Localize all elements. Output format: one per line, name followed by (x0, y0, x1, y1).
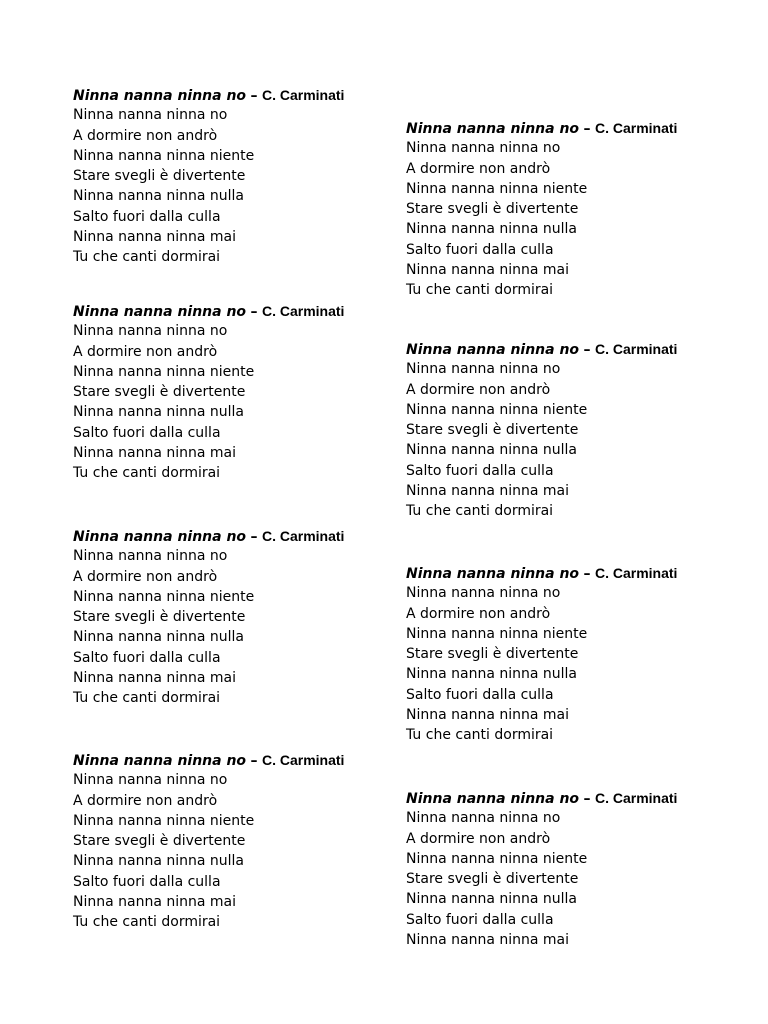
poem-block (73, 526, 393, 709)
poem-heading (73, 526, 393, 546)
poem-line: Salto fuori dalla culla (406, 241, 554, 258)
poem-block (73, 85, 393, 268)
poem-line: Ninna nanna ninna nulla (73, 188, 245, 205)
poem-title: Ninna nanna ninna no (406, 121, 580, 137)
poem-line: Ninna nanna ninna no (406, 810, 561, 827)
poem-block (406, 563, 726, 746)
poem-dash: – (583, 566, 591, 582)
poem-line: Ninna nanna ninna niente (73, 363, 255, 380)
poem-line: Ninna nanna ninna no (406, 140, 561, 157)
poem-line: Tu che canti dormirai (406, 282, 554, 299)
poem-line: Stare svegli è divertente (73, 609, 246, 626)
poem-line: A dormire non andrò (73, 127, 218, 144)
poem-line: Ninna nanna ninna niente (73, 588, 255, 605)
poem-line: Ninna nanna ninna niente (406, 625, 588, 642)
poem-line: Tu che canti dormirai (406, 727, 554, 744)
poem-line: Stare svegli è divertente (406, 646, 579, 663)
poem-line: Ninna nanna ninna mai (406, 707, 570, 724)
poem-line: Stare svegli è divertente (73, 384, 246, 401)
poem-heading (73, 85, 393, 105)
poem-line: Ninna nanna ninna no (406, 585, 561, 602)
poem-line: Ninna nanna ninna mai (73, 894, 237, 911)
poem-line: A dormire non andrò (73, 568, 218, 585)
poem-line: Ninna nanna ninna mai (406, 483, 570, 500)
poem-line: Ninna nanna ninna mai (406, 262, 570, 279)
poem-line: Ninna nanna ninna nulla (406, 221, 578, 238)
poem-line: Ninna nanna ninna nulla (73, 404, 245, 421)
poem-author: C. Carminati (261, 528, 345, 544)
poem-line: Ninna nanna ninna no (73, 107, 228, 124)
poem-author: C. Carminati (594, 790, 678, 806)
poem-line: Tu che canti dormirai (73, 690, 221, 707)
poem-heading (406, 339, 726, 359)
poem-line: Ninna nanna ninna no (73, 772, 228, 789)
poem-line: Ninna nanna ninna niente (73, 812, 255, 829)
poem-heading (406, 118, 726, 138)
poem-line: Tu che canti dormirai (73, 914, 221, 931)
poem-line: Salto fuori dalla culla (406, 686, 554, 703)
poem-line: Salto fuori dalla culla (406, 462, 554, 479)
poem-line: Ninna nanna ninna niente (406, 401, 588, 418)
poem-line: Ninna nanna ninna nulla (73, 629, 245, 646)
poem-line: Salto fuori dalla culla (73, 649, 221, 666)
poem-line: Stare svegli è divertente (406, 422, 579, 439)
poem-line: Ninna nanna ninna no (73, 323, 228, 340)
poem-line: Salto fuori dalla culla (406, 911, 554, 928)
poem-line: Ninna nanna ninna mai (73, 229, 237, 246)
poem-block (406, 339, 726, 522)
poem-line: A dormire non andrò (406, 830, 551, 847)
poem-dash: – (250, 304, 258, 320)
poem-line: Ninna nanna ninna mai (73, 670, 237, 687)
poem-line: Ninna nanna ninna nulla (73, 853, 245, 870)
poem-line: Salto fuori dalla culla (73, 424, 221, 441)
poem-line: Ninna nanna ninna niente (73, 147, 255, 164)
poem-line: A dormire non andrò (73, 792, 218, 809)
poem-heading (406, 563, 726, 583)
poem-dash: – (250, 88, 258, 104)
poem-line: Ninna nanna ninna no (406, 361, 561, 378)
poem-block (406, 788, 726, 950)
poem-line: Ninna nanna ninna nulla (406, 891, 578, 908)
poem-title: Ninna nanna ninna no (406, 342, 580, 358)
poem-dash: – (250, 753, 258, 769)
poem-title: Ninna nanna ninna no (73, 753, 247, 769)
poem-line: Salto fuori dalla culla (73, 208, 221, 225)
poem-title: Ninna nanna ninna no (406, 791, 580, 807)
poem-dash: – (583, 342, 591, 358)
poem-line: Ninna nanna ninna niente (406, 850, 588, 867)
poem-line: A dormire non andrò (406, 381, 551, 398)
poem-author: C. Carminati (261, 87, 345, 103)
poem-block (73, 750, 393, 933)
poem-line: A dormire non andrò (406, 160, 551, 177)
poem-line: Stare svegli è divertente (406, 871, 579, 888)
poem-line: Ninna nanna ninna niente (406, 180, 588, 197)
poem-block (73, 301, 393, 484)
poem-dash: – (583, 121, 591, 137)
poem-line: Salto fuori dalla culla (73, 873, 221, 890)
poem-line: Ninna nanna ninna nulla (406, 666, 578, 683)
poem-line: A dormire non andrò (406, 605, 551, 622)
poem-author: C. Carminati (594, 341, 678, 357)
poem-author: C. Carminati (261, 752, 345, 768)
poem-line: Stare svegli è divertente (73, 833, 246, 850)
poem-line: Stare svegli è divertente (73, 168, 246, 185)
poem-heading (406, 788, 726, 808)
poem-dash: – (250, 529, 258, 545)
poem-author: C. Carminati (594, 565, 678, 581)
poem-line: Ninna nanna ninna no (73, 548, 228, 565)
poem-line: Ninna nanna ninna nulla (406, 442, 578, 459)
poem-author: C. Carminati (261, 303, 345, 319)
poem-line: Tu che canti dormirai (406, 503, 554, 520)
poem-title: Ninna nanna ninna no (406, 566, 580, 582)
poem-line: A dormire non andrò (73, 343, 218, 360)
poem-line: Tu che canti dormirai (73, 249, 221, 266)
poem-line: Stare svegli è divertente (406, 201, 579, 218)
poem-title: Ninna nanna ninna no (73, 529, 247, 545)
poem-heading (73, 750, 393, 770)
poem-line: Tu che canti dormirai (73, 465, 221, 482)
poem-line: Ninna nanna ninna mai (73, 445, 237, 462)
poem-dash: – (583, 791, 591, 807)
poem-author: C. Carminati (594, 120, 678, 136)
poem-block (406, 118, 726, 301)
poem-heading (73, 301, 393, 321)
poem-title: Ninna nanna ninna no (73, 88, 247, 104)
poem-title: Ninna nanna ninna no (73, 304, 247, 320)
poem-line: Ninna nanna ninna mai (406, 932, 570, 949)
